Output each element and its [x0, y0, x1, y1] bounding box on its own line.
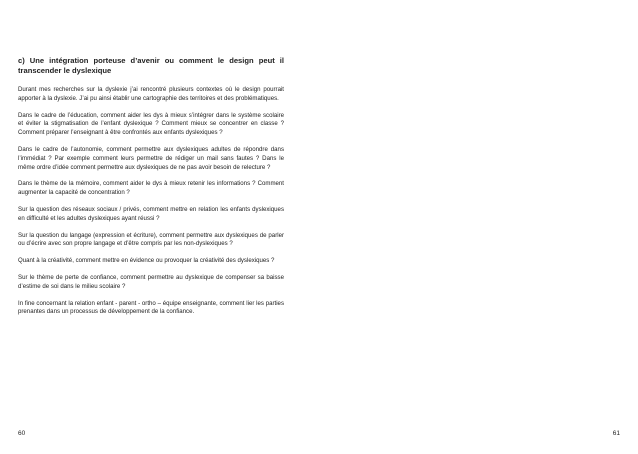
paragraph-confidence: Sur le thème de perte de confiance, comment permettre au dyslexique de compenser sa baisse d’estime de soi dans le milieu scolaire ? [18, 273, 284, 290]
page-number-left: 60 [18, 430, 26, 437]
right-page [319, 0, 638, 454]
page-number-right: 61 [612, 430, 620, 437]
paragraph-creativity: Quant à la créativité, comment mettre en évidence ou provoquer la créativité des dyslexiques ? [18, 257, 275, 265]
paragraph-language: Sur la question du langage (expression et écriture), comment permettre aux dyslexiques de parler ou d’écrire avec son propre langage et d’être compris par les non-dyslexiques ? [18, 231, 284, 248]
paragraph-intro: Durant mes recherches sur la dyslexie j’ai rencontré plusieurs contextes où le design pourrait apporter à la dyslexie. J’ai pu ainsi établir une cartographie des territoires et des problématiques. [18, 86, 284, 102]
paragraph-education: Dans le cadre de l’éducation, comment aider les dys à mieux s’intégrer dans le système scolaire et éviter la stigmatisation de l’enfant dyslexique ? Comment mieux se concentrer en classe ? Comment préparer l’enseignant à être confrontés aux enfants dyslexiques ? [18, 111, 284, 137]
left-page-content [18, 56, 284, 325]
section-heading: c) Une intégration porteuse d’avenir ou comment le design peut il transcender le dyslexique [18, 56, 284, 75]
paragraph-memory: Dans le thème de la mémoire, comment aider le dys à mieux retenir les informations ? Comment augmenter la capacité de concentration ? [18, 180, 284, 197]
paragraph-autonomy: Dans le cadre de l’autonomie, comment permettre aux dyslexiques adultes de répondre dans l’immédiat ? Par exemple comment leurs permettre de rédiger un mail sans fautes ? Dans le même ordre d’idée comment permettre aux dyslexiques de ne pas avoir besoin de relecture ? [18, 145, 284, 171]
paragraph-relationship: In fine concernant la relation enfant - parent - ortho – équipe enseignante, comment lier les parties prenantes dans un processus de développement de la confiance. [18, 299, 284, 316]
paragraph-social-networks: Sur la question des réseaux sociaux / privés, comment mettre en relation les enfants dyslexiques en difficulté et les adultes dyslexiques ayant réussi ? [18, 205, 284, 222]
